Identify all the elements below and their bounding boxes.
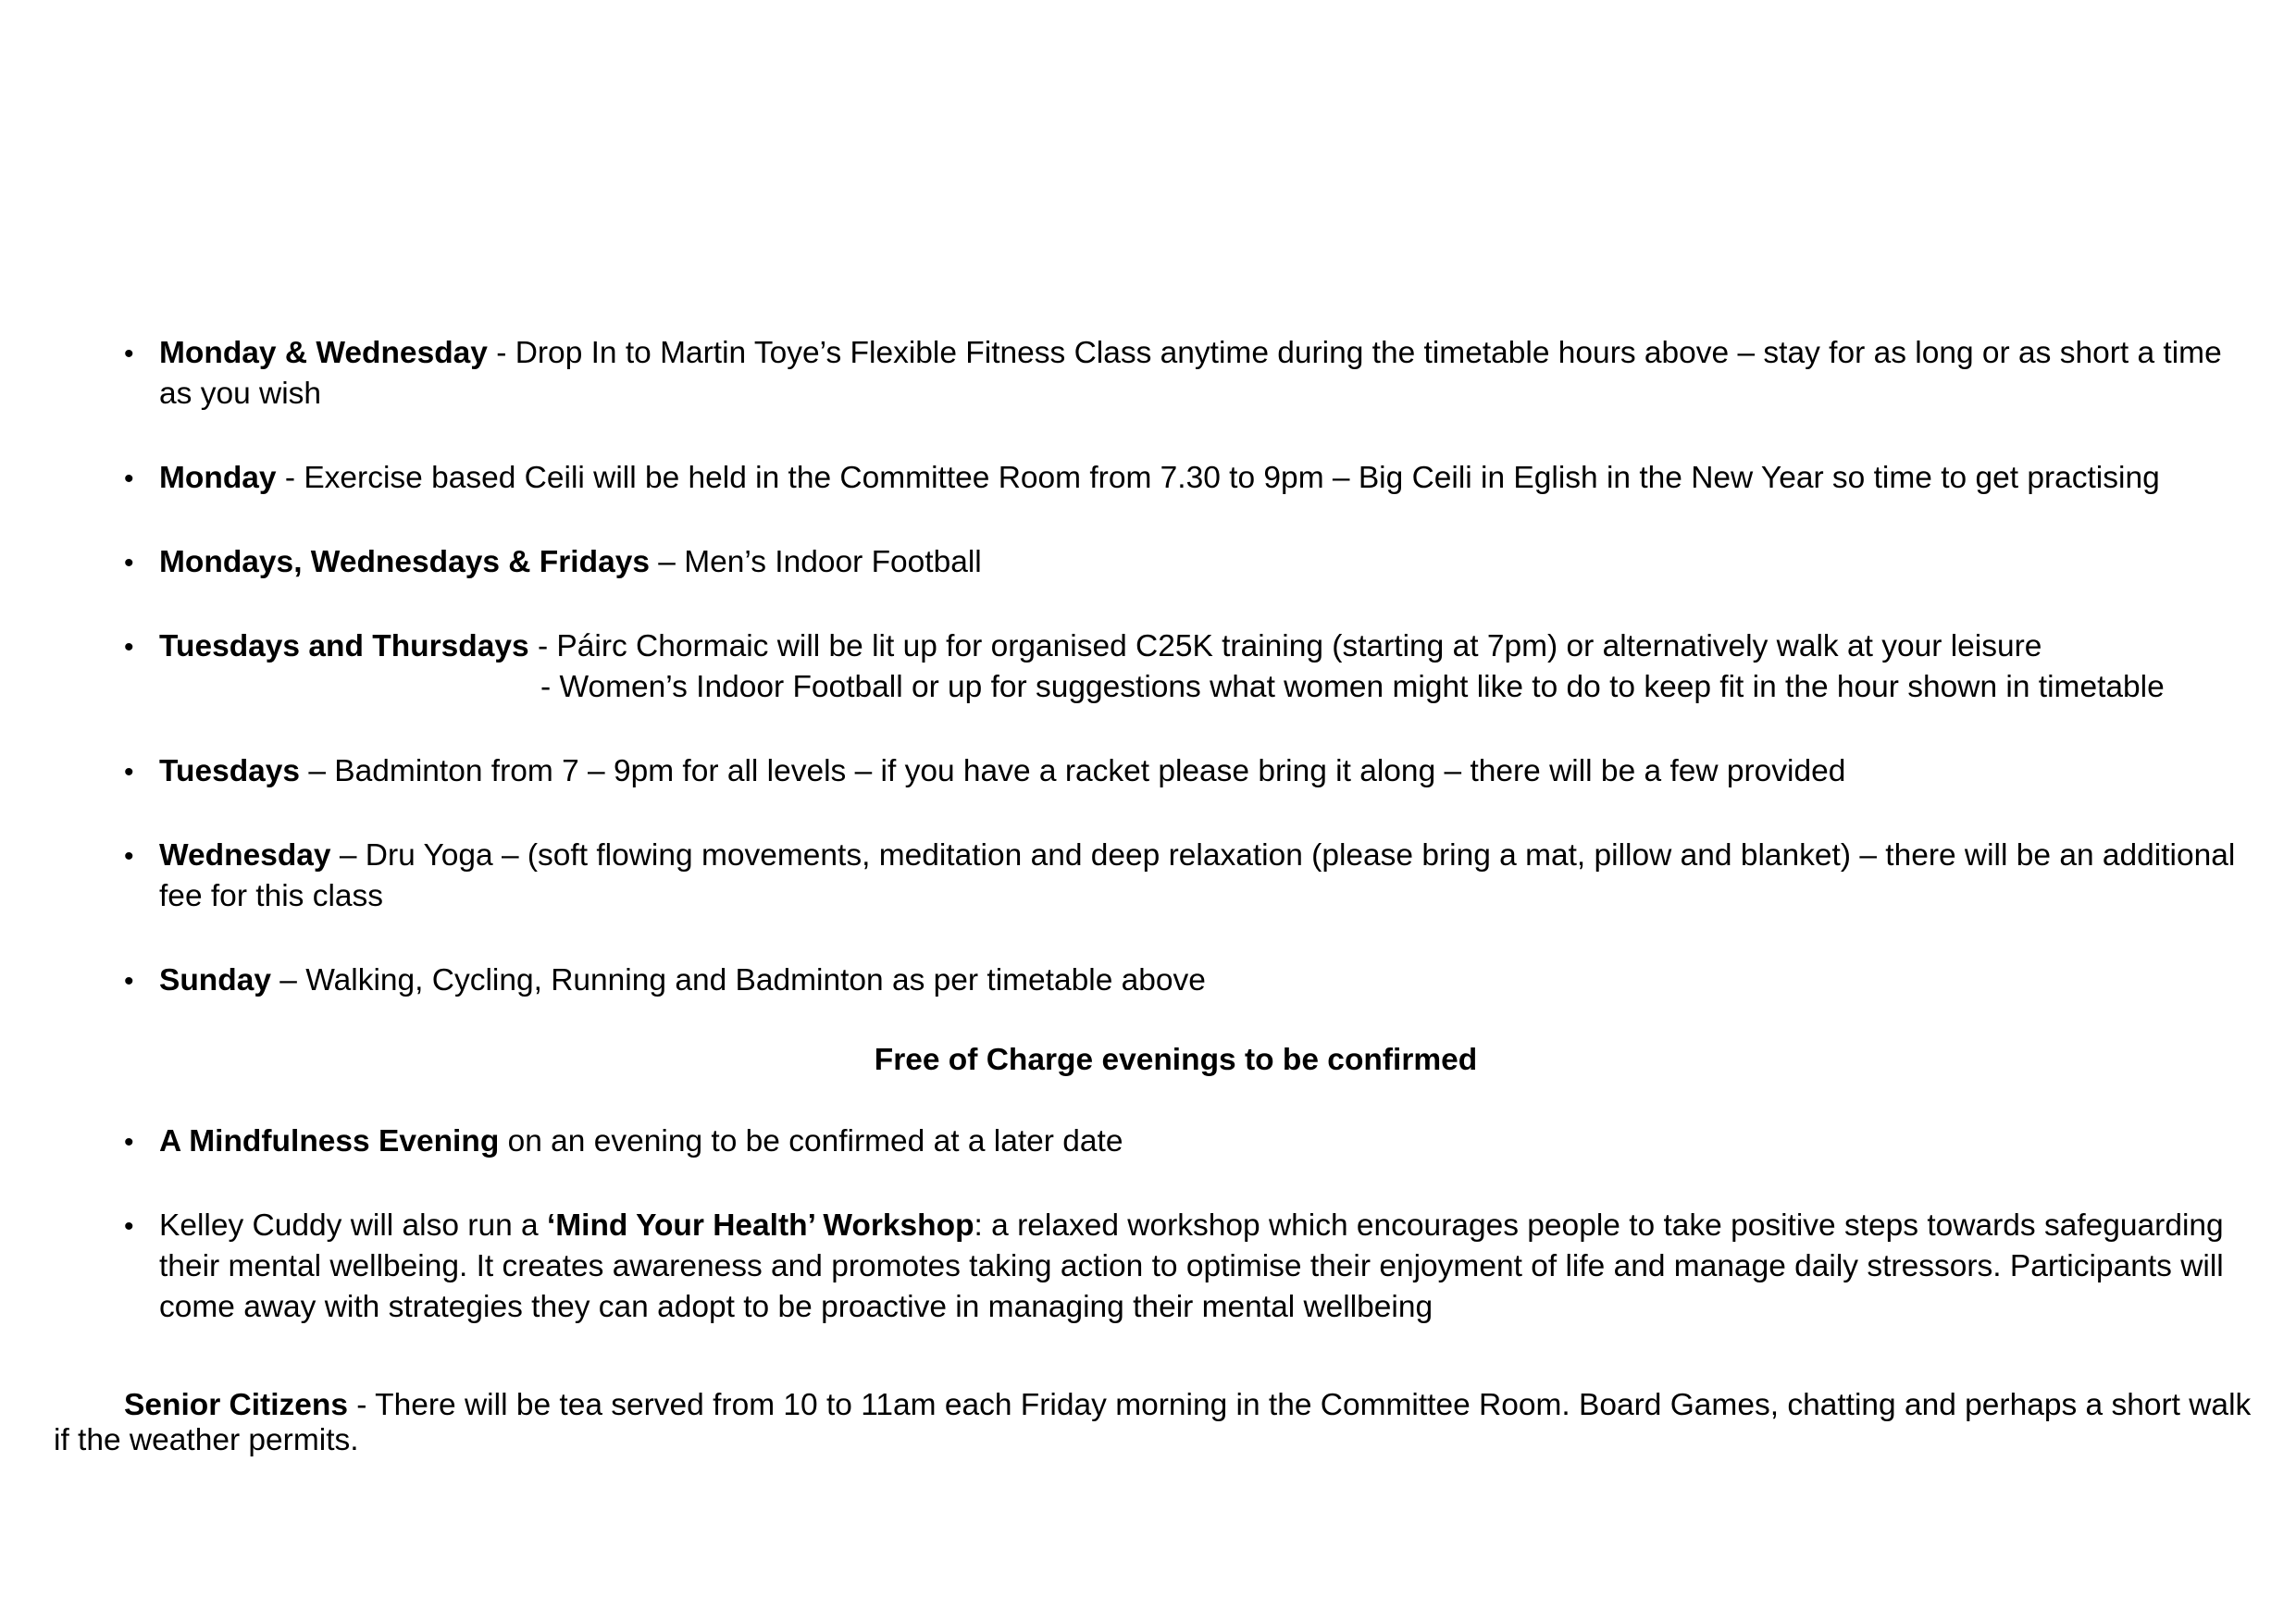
item-day: Wednesday [159, 838, 331, 873]
list-item [124, 751, 2243, 792]
item-day: Tuesdays and Thursdays [159, 629, 529, 663]
list-item [124, 960, 2243, 1001]
senior-text: - There will be tea served from 10 to 11am each Friday morning in the Committee Room. Board Games, chatting and perhaps a short walk if the weather permits. [54, 1388, 2252, 1457]
list-item [124, 626, 2243, 708]
list-item [124, 1121, 2243, 1162]
item-intro: Kelley Cuddy will also run a [159, 1208, 547, 1243]
bullet-icon [124, 333, 159, 375]
bullet-icon [124, 1121, 159, 1163]
senior-citizens-paragraph [54, 1388, 2256, 1458]
item-text: – Badminton from 7 – 9pm for all levels – if you have a racket please bring it along – there will be a few provided [300, 754, 1846, 788]
item-text: on an evening to be confirmed at a later date [499, 1124, 1123, 1158]
item-day: Monday & Wednesday [159, 336, 488, 370]
bullet-icon [124, 836, 159, 877]
senior-title: Senior Citizens [124, 1388, 348, 1422]
item-day: Monday [159, 461, 277, 495]
list-item [124, 836, 2243, 917]
list-item [124, 1206, 2243, 1328]
bullet-icon [124, 626, 159, 668]
bullet-icon [124, 751, 159, 793]
free-evenings-list [124, 1121, 2243, 1328]
bullet-icon [124, 542, 159, 584]
item-text: - Drop In to Martin Toye’s Flexible Fitness Class anytime during the timetable hours above – stay for as long or as short a time as you wish [159, 336, 2222, 411]
item-text-continued: - Women’s Indoor Football or up for suggestions what women might like to do to keep fit in the hour shown in timetable [540, 670, 2165, 704]
list-item [124, 542, 2243, 583]
item-title: ‘Mind Your Health’ Workshop [546, 1208, 974, 1243]
item-text: - Exercise based Ceili will be held in the Committee Room from 7.30 to 9pm – Big Ceili in Eglish in the New Year so time to get practising [276, 461, 2160, 495]
bullet-icon [124, 960, 159, 1002]
item-text: – Dru Yoga – (soft flowing movements, meditation and deep relaxation (please bring a mat, pillow and blanket) – there will be an additional fee for this class [159, 838, 2236, 913]
item-text: - Páirc Chormaic will be lit up for organised C25K training (starting at 7pm) or alternatively walk at your leisure [528, 629, 2042, 663]
item-day: Mondays, Wednesdays & Fridays [159, 545, 650, 579]
list-item [124, 333, 2243, 415]
item-text: – Walking, Cycling, Running and Badminton as per timetable above [271, 963, 1206, 997]
bullet-icon [124, 1206, 159, 1247]
item-day: Tuesdays [159, 754, 301, 788]
section-heading: Free of Charge evenings to be confirmed [874, 1043, 1478, 1077]
item-text: – Men’s Indoor Football [649, 545, 982, 579]
item-text: : a relaxed workshop which encourages people to take positive steps towards safeguarding their mental wellbeing. It creates awareness and promotes taking action to optimise their enjoyment of life and manage daily stressors. Participants will come away with strategies they can adopt to be proactive in managing their mental wellbeing [159, 1208, 2224, 1324]
bullet-icon [124, 458, 159, 500]
item-day: Sunday [159, 963, 271, 997]
list-item [124, 458, 2243, 499]
activities-list [124, 333, 2243, 1001]
item-title: A Mindfulness Evening [159, 1124, 500, 1158]
